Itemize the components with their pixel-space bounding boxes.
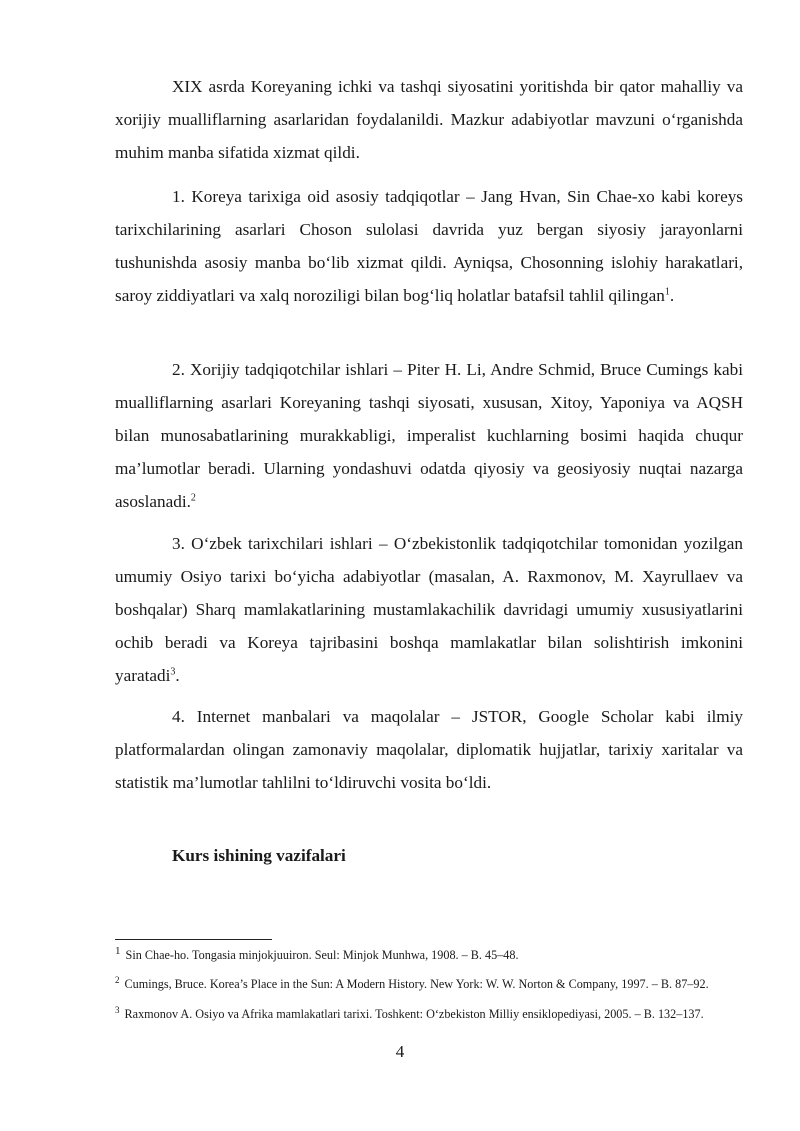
paragraph-item-3 bbox=[115, 527, 743, 692]
footnote-mark: 1 bbox=[115, 944, 121, 957]
paragraph-text: XIX asrda Koreyaning ichki va tashqi siyosatini yoritishda bir qator mahalliy va xorijiy mualliflarning asarlaridan foydalanildi. Mazkur adabiyotlar mavzuni o‘rganishda muhim manba sifatida xizmat qildi. bbox=[115, 77, 743, 162]
paragraph-end: . bbox=[175, 666, 180, 685]
footnote-ref-3[interactable]: 3 bbox=[170, 666, 176, 678]
paragraph-text: 4. Internet manbalari va maqolalar – JSTOR, Google Scholar kabi ilmiy platformalardan olingan zamonaviy maqolalar, diplomatik hujjatlar, tarixiy xaritalar va statistik ma’lumotlar tahlilni to‘ldiruvchi vosita bo‘ldi. bbox=[115, 707, 743, 792]
footnote-1 bbox=[115, 944, 743, 963]
footnote-ref-2[interactable]: 2 bbox=[190, 492, 196, 504]
paragraph-intro bbox=[115, 70, 743, 169]
footnote-3 bbox=[115, 1004, 743, 1022]
paragraph-text: 1. Koreya tarixiga oid asosiy tadqiqotlar – Jang Hvan, Sin Chae-xo kabi koreys tarixchilarining asarlari Choson sulolasi davrida yuz bergan siyosiy jarayonlarni tushunishda asosiy manba bo‘lib xizmat qildi. Ayniqsa, Chosonning islohiy harakatlari, saroy ziddiyatlari va xalq noroziligi bilan bog‘liq holatlar batafsil tahlil qilingan bbox=[115, 187, 743, 305]
paragraph-end: . bbox=[669, 286, 675, 305]
page-number: 4 bbox=[395, 1042, 405, 1061]
footnote-ref-1[interactable]: 1 bbox=[664, 286, 670, 298]
footnote-2 bbox=[115, 974, 743, 992]
footnote-separator bbox=[115, 939, 272, 940]
footnote-mark: 2 bbox=[115, 974, 120, 985]
footnote-text: Raxmonov A. Osiyo va Afrika mamlakatlari tarixi. Toshkent: O‘zbekiston Milliy ensiklopediyasi, 2005. – B. 132–137. bbox=[124, 1007, 704, 1021]
paragraph-text: 2. Xorijiy tadqiqotchilar ishlari – Piter H. Li, Andre Schmid, Bruce Cumings kabi mualliflarning asarlari Koreyaning tashqi siyosati, xususan, Xitoy, Yaponiya va AQSH bilan munosabatlarining murakkabligi, imperalist kuchlarning bosimi haqida chuqur ma’lumotlar beradi. Ularning yondashuvi odatda qiyosiy va geosiyosiy nuqtai nazarga asoslanadi. bbox=[115, 360, 743, 511]
paragraph-item-1 bbox=[115, 180, 743, 312]
paragraph-text: 3. O‘zbek tarixchilari ishlari – O‘zbekistonlik tadqiqotchilar tomonidan yozilgan umumiy Osiyo tarixi bo‘yicha adabiyotlar (masalan, A. Raxmonov, M. Xayrullaev va boshqalar) Sharq mamlakatlarining mustamlakachilik davridagi umumiy xususiyatlarini ochib beradi va Koreya tajribasini boshqa mamlakatlar bilan solishtirish imkonini yaratadi bbox=[115, 534, 743, 685]
paragraph-item-4 bbox=[115, 700, 743, 799]
section-heading: Kurs ishining vazifalari bbox=[172, 846, 346, 865]
paragraph-item-2 bbox=[115, 353, 743, 518]
footnote-mark: 3 bbox=[115, 1004, 120, 1015]
footnote-text: Sin Chae-ho. Tongasia minjokjuuiron. Seul: Minjok Munhwa, 1908. – B. 45–48. bbox=[125, 948, 519, 962]
footnote-text: Cumings, Bruce. Korea’s Place in the Sun: A Modern History. New York: W. W. Norton & Company, 1997. – B. 87–92. bbox=[124, 977, 709, 991]
